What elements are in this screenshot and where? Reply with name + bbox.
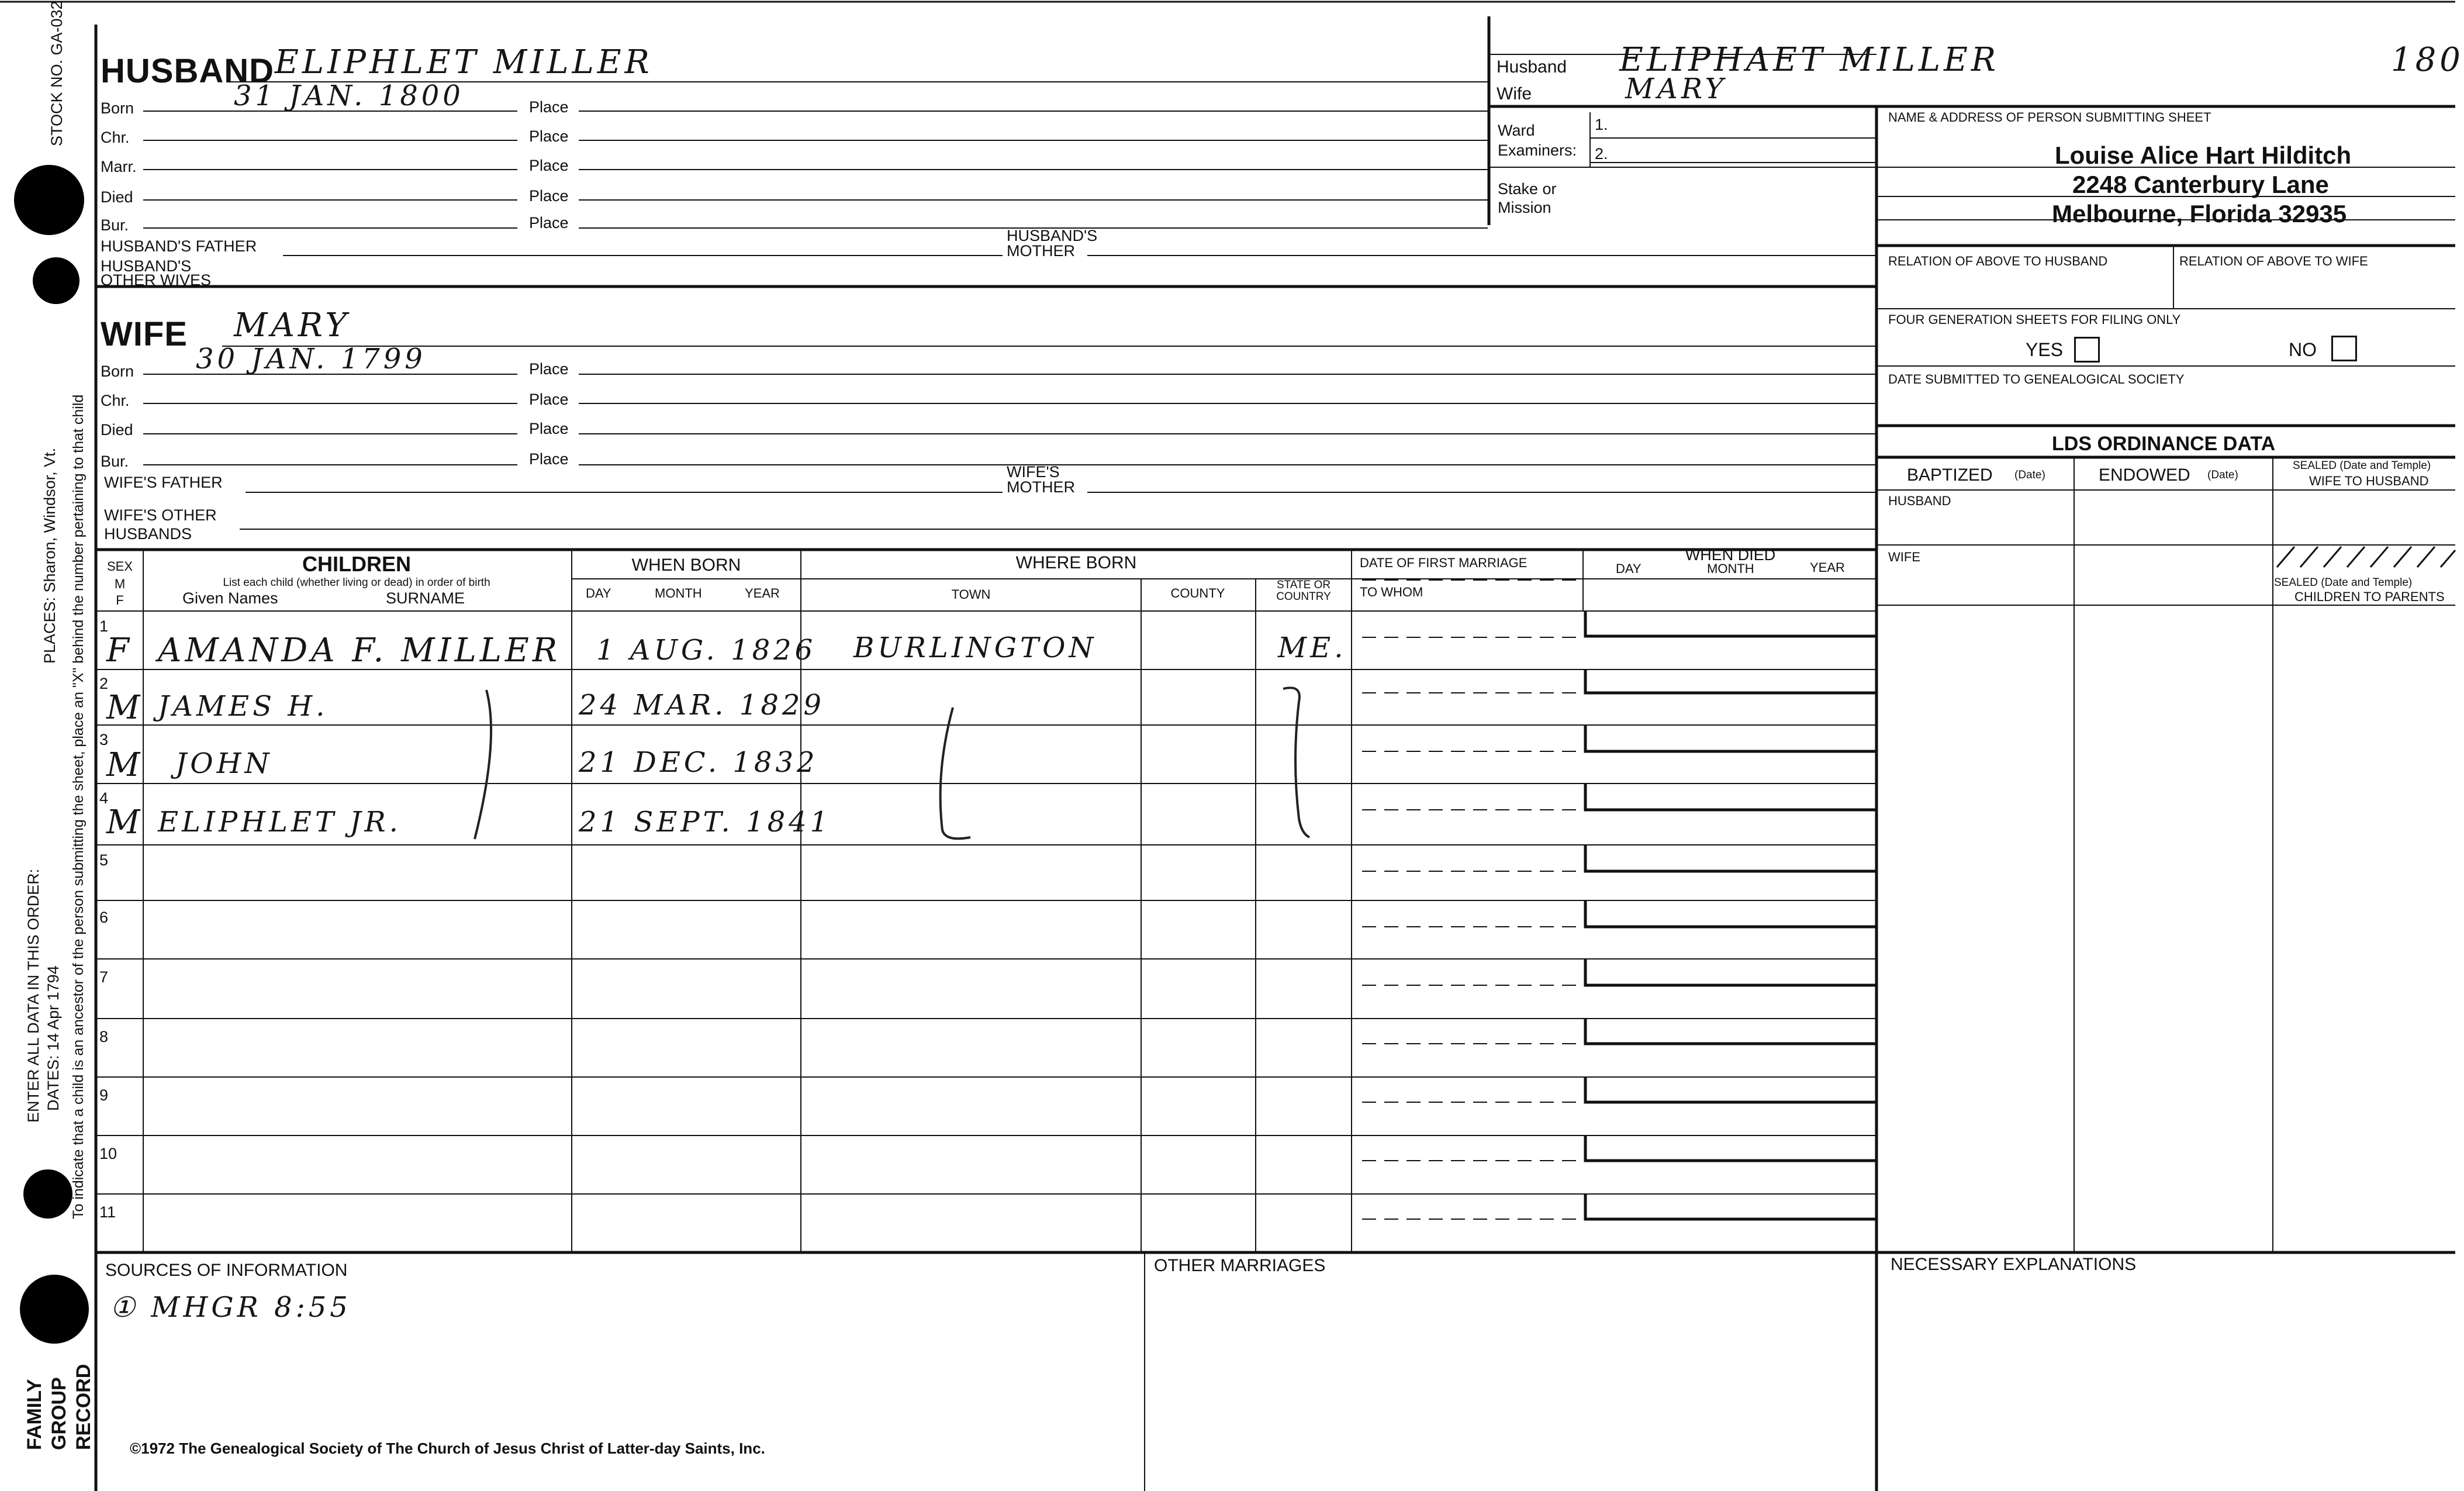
baptized-date-label: (Date) bbox=[2014, 469, 2045, 481]
child-number-11: 11 bbox=[99, 1203, 116, 1221]
wife-died-place-label: Place bbox=[529, 420, 569, 437]
header-husband-extra-value: 180 bbox=[2391, 41, 2464, 79]
relation-to-husband-label: RELATION OF ABOVE TO HUSBAND bbox=[1888, 254, 2108, 268]
when-died-header: WHEN DIED bbox=[1685, 546, 1776, 564]
husband-marr-label: Marr. bbox=[101, 158, 137, 175]
child-state: ME. bbox=[1278, 631, 1347, 664]
form-title-record: RECORD bbox=[72, 1364, 95, 1450]
wife-mother-label-1: WIFE'S bbox=[1007, 463, 1060, 481]
form-title-group: GROUP bbox=[48, 1377, 70, 1450]
punch-hole-3 bbox=[23, 1169, 72, 1219]
when-born-header: WHEN BORN bbox=[631, 555, 741, 575]
wife-died-label: Died bbox=[101, 421, 133, 439]
examiner-1-label: 1. bbox=[1595, 116, 1608, 133]
yes-label: YES bbox=[2026, 339, 2064, 360]
state-label-1: STATE OR bbox=[1276, 579, 1331, 591]
husband-bur-label: Bur. bbox=[101, 216, 129, 234]
submitter-name: Louise Alice Hart Hilditch bbox=[2055, 141, 2352, 169]
husband-name-value: ELIPHLET MILLER bbox=[275, 43, 653, 81]
died-month-label: MONTH bbox=[1707, 561, 1754, 576]
header-husband-label: Husband bbox=[1497, 57, 1567, 77]
child-town: BURLINGTON bbox=[853, 631, 1097, 664]
sources-value: ① MHGR 8:55 bbox=[110, 1291, 351, 1324]
husband-died-place-label: Place bbox=[529, 187, 569, 205]
mission-label: Mission bbox=[1498, 199, 1551, 216]
child-number-8: 8 bbox=[99, 1028, 109, 1045]
relation-to-wife-label: RELATION OF ABOVE TO WIFE bbox=[2179, 254, 2368, 268]
examiners-label: Examiners: bbox=[1498, 141, 1577, 159]
died-day-label: DAY bbox=[1616, 561, 1641, 576]
punch-hole-2 bbox=[33, 257, 80, 304]
child-number-6: 6 bbox=[99, 909, 109, 926]
sex-m-label: M bbox=[114, 577, 126, 591]
wife-bur-place-label: Place bbox=[529, 450, 569, 468]
wife-chr-place-label: Place bbox=[529, 391, 569, 408]
husband-chr-label: Chr. bbox=[101, 129, 130, 146]
sealed-children-label-2: CHILDREN TO PARENTS bbox=[2294, 589, 2445, 604]
header-wife-value: MARY bbox=[1625, 73, 1727, 105]
husband-mother-label-1: HUSBAND'S bbox=[1007, 227, 1098, 244]
died-year-label: YEAR bbox=[1810, 560, 1845, 575]
where-born-header: WHERE BORN bbox=[1015, 553, 1137, 572]
child-number-5: 5 bbox=[99, 851, 109, 869]
child-number: 2 bbox=[99, 675, 109, 692]
sex-label: SEX bbox=[106, 559, 133, 574]
child-number-10: 10 bbox=[99, 1145, 118, 1162]
child-sex: M bbox=[106, 803, 144, 841]
instruction-note: To indicate that a child is an ancestor of the person submitting the sheet, place an "X" behind the number pertaining to that child bbox=[70, 394, 87, 1219]
given-names-label: Given Names bbox=[182, 589, 278, 607]
husband-other-wives-label-1: HUSBAND'S bbox=[101, 257, 192, 275]
sealed-wife-label-1: SEALED (Date and Temple) bbox=[2293, 460, 2431, 472]
children-heading: CHILDREN bbox=[302, 552, 411, 576]
wife-other-husbands-label-1: WIFE'S OTHER bbox=[104, 506, 217, 524]
state-label-2: COUNTRY bbox=[1276, 591, 1331, 603]
places-note: PLACES: Sharon, Windsor, Vt. bbox=[41, 447, 58, 664]
husband-born-place-label: Place bbox=[529, 98, 569, 116]
punch-hole-1 bbox=[14, 165, 84, 235]
surname-label: SURNAME bbox=[386, 589, 465, 607]
dates-note: DATES: 14 Apr 1794 bbox=[44, 965, 62, 1111]
sealed-children-label-1: SEALED (Date and Temple) bbox=[2274, 577, 2413, 589]
header-husband-value: ELIPHAET MILLER bbox=[1619, 41, 2000, 79]
wife-born-label: Born bbox=[101, 363, 134, 380]
child-number-9: 9 bbox=[99, 1086, 109, 1104]
child-number-7: 7 bbox=[99, 968, 109, 986]
born-year-label: YEAR bbox=[745, 586, 780, 600]
date-submitted-label: DATE SUBMITTED TO GENEALOGICAL SOCIETY bbox=[1888, 372, 2185, 386]
husband-father-label: HUSBAND'S FATHER bbox=[101, 237, 257, 255]
punch-hole-4 bbox=[20, 1275, 89, 1344]
wife-bur-label: Bur. bbox=[101, 453, 129, 470]
explanations-label: NECESSARY EXPLANATIONS bbox=[1891, 1255, 2137, 1274]
copyright-notice: ©1972 The Genealogical Society of The Church of Jesus Christ of Latter-day Saints, Inc. bbox=[130, 1440, 765, 1457]
child-sex: F bbox=[106, 631, 133, 669]
wife-father-label: WIFE'S FATHER bbox=[104, 474, 223, 491]
wife-born-value: 30 JAN. 1799 bbox=[196, 343, 426, 375]
husband-other-wives-label-2: OTHER WIVES bbox=[101, 271, 212, 289]
husband-born-label: Born bbox=[101, 99, 134, 117]
husband-died-label: Died bbox=[101, 188, 133, 206]
stock-number: STOCK NO. GA-032 bbox=[48, 1, 65, 146]
child-name: JOHN bbox=[175, 747, 273, 780]
first-marriage-label: DATE OF FIRST MARRIAGE bbox=[1360, 555, 1528, 570]
wife-heading: WIFE bbox=[101, 315, 188, 353]
data-order-title: ENTER ALL DATA IN THIS ORDER: bbox=[25, 868, 42, 1123]
stake-label: Stake or bbox=[1498, 180, 1557, 198]
child-name: AMANDA F. MILLER bbox=[158, 631, 561, 669]
endowed-label: ENDOWED bbox=[2099, 465, 2190, 485]
ward-label: Ward bbox=[1498, 122, 1535, 139]
child-name: ELIPHLET JR. bbox=[158, 806, 402, 838]
other-marriages-label: OTHER MARRIAGES bbox=[1154, 1256, 1326, 1275]
sources-label: SOURCES OF INFORMATION bbox=[105, 1261, 348, 1280]
child-born: 1 AUG. 1826 bbox=[596, 634, 817, 667]
child-number: 3 bbox=[99, 731, 109, 748]
baptized-label: BAPTIZED bbox=[1907, 465, 1993, 485]
child-born: 21 SEPT. 1841 bbox=[579, 806, 832, 838]
submitter-city: Melbourne, Florida 32935 bbox=[2052, 200, 2347, 227]
wife-name-value: MARY bbox=[234, 306, 351, 344]
husband-marr-place-label: Place bbox=[529, 157, 569, 174]
born-day-label: DAY bbox=[586, 586, 611, 600]
wife-born-place-label: Place bbox=[529, 360, 569, 378]
child-sex: M bbox=[106, 746, 144, 784]
sealed-wife-label-2: WIFE TO HUSBAND bbox=[2309, 474, 2429, 488]
examiner-2-label: 2. bbox=[1595, 145, 1608, 163]
form-title-family: FAMILY bbox=[23, 1379, 46, 1450]
child-born: 24 MAR. 1829 bbox=[579, 689, 825, 722]
no-checkbox[interactable] bbox=[2331, 336, 2357, 361]
wife-chr-label: Chr. bbox=[101, 392, 130, 409]
to-whom-label: TO WHOM bbox=[1360, 585, 1423, 599]
lds-wife-label: WIFE bbox=[1888, 550, 1920, 564]
county-label: COUNTY bbox=[1170, 586, 1225, 600]
endowed-date-label: (Date) bbox=[2207, 469, 2238, 481]
child-number: 4 bbox=[99, 789, 109, 807]
child-name: JAMES H. bbox=[158, 690, 329, 723]
children-instruction: List each child (whether living or dead) in order of birth bbox=[223, 577, 490, 589]
husband-heading: HUSBAND bbox=[101, 52, 274, 90]
town-label: TOWN bbox=[951, 587, 991, 602]
child-number: 1 bbox=[99, 617, 109, 635]
sex-f-label: F bbox=[116, 593, 124, 608]
sex-header bbox=[99, 559, 140, 608]
husband-bur-place-label: Place bbox=[529, 214, 569, 232]
no-label: NO bbox=[2289, 339, 2317, 360]
husband-chr-place-label: Place bbox=[529, 127, 569, 145]
four-generation-label: FOUR GENERATION SHEETS FOR FILING ONLY bbox=[1888, 312, 2181, 327]
born-month-label: MONTH bbox=[655, 586, 702, 600]
submitter-street: 2248 Canterbury Lane bbox=[2072, 171, 2329, 198]
husband-mother-label-2: MOTHER bbox=[1007, 242, 1075, 260]
child-sex: M bbox=[106, 689, 144, 727]
husband-born-value: 31 JAN. 1800 bbox=[234, 80, 464, 112]
child-born: 21 DEC. 1832 bbox=[579, 746, 818, 779]
wife-other-husbands-label-2: HUSBANDS bbox=[104, 525, 192, 543]
wife-mother-label-2: MOTHER bbox=[1007, 478, 1075, 496]
yes-checkbox[interactable] bbox=[2074, 337, 2100, 363]
lds-husband-label: HUSBAND bbox=[1888, 493, 1951, 508]
submitter-label: NAME & ADDRESS OF PERSON SUBMITTING SHEET bbox=[1888, 110, 2211, 125]
header-wife-label: Wife bbox=[1497, 84, 1532, 103]
lds-title: LDS ORDINANCE DATA bbox=[2052, 433, 2276, 455]
